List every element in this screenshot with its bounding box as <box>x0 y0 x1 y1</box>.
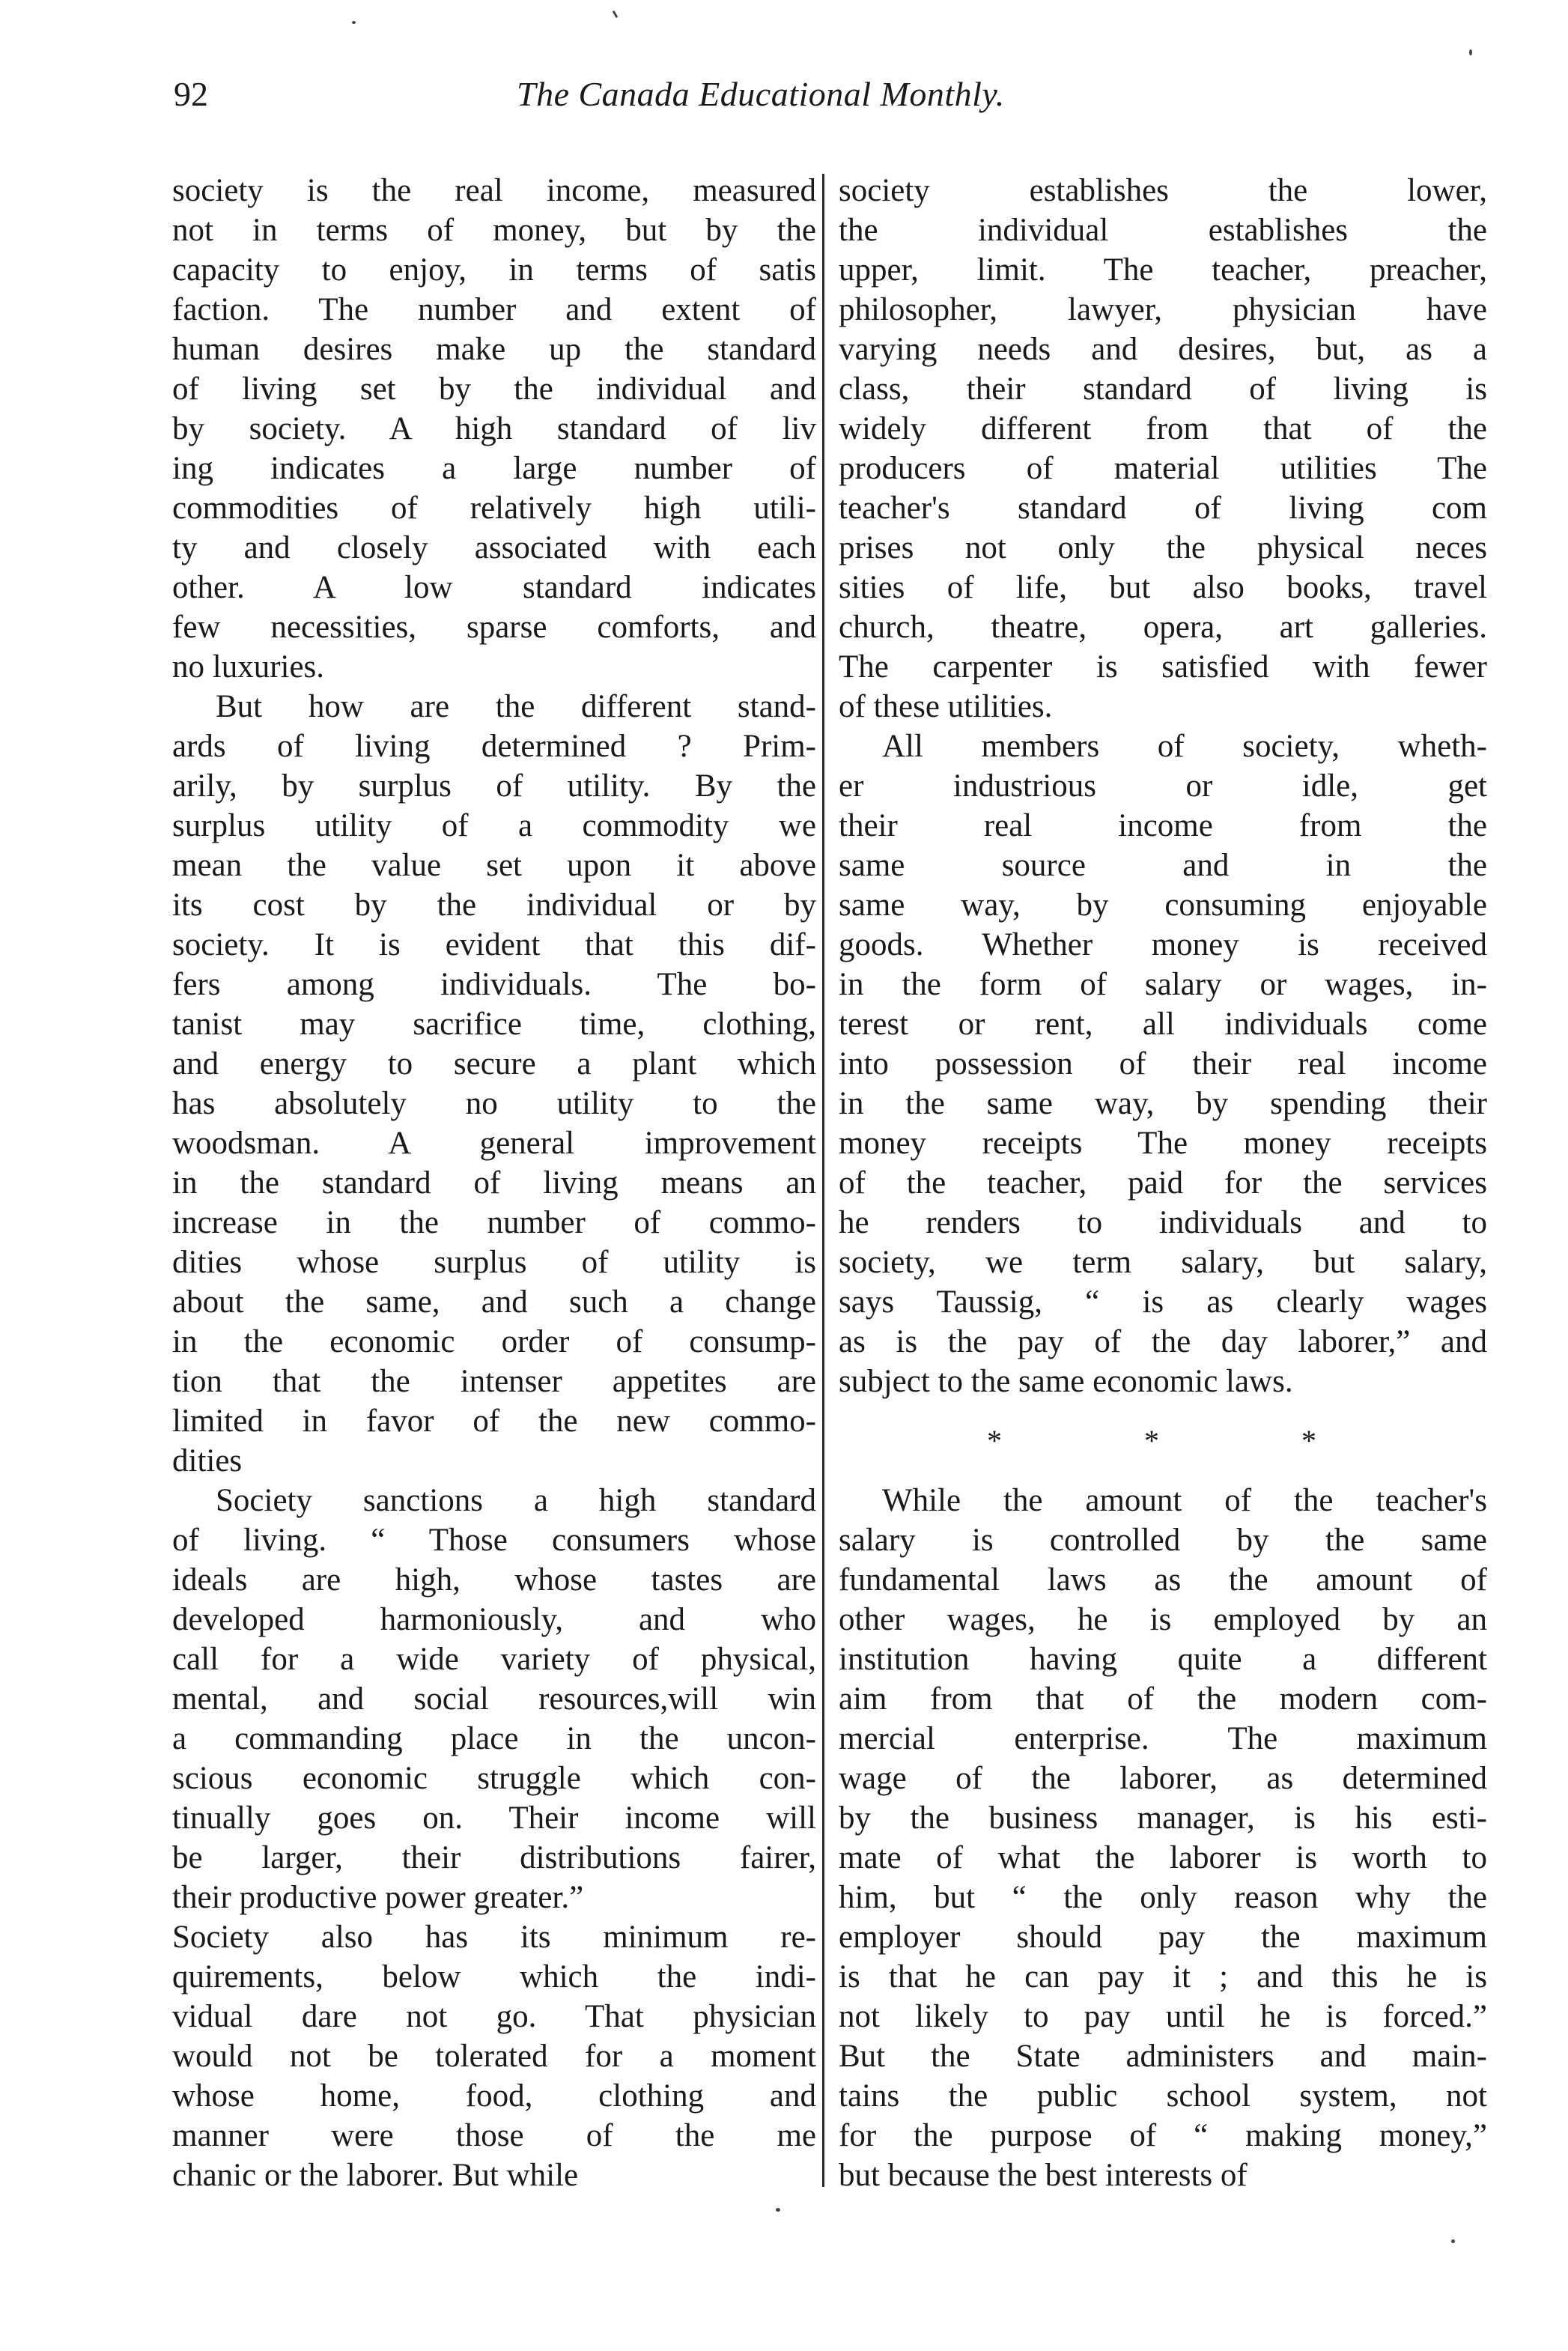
text-line: about the same, and such a change <box>172 1284 816 1320</box>
text-line: society establishes the lower, <box>839 173 1487 208</box>
text-line: ty and closely associated with each <box>172 530 816 565</box>
text-line: says Taussig, “ is as clearly wages <box>839 1284 1487 1320</box>
text-line: subject to the same economic laws. <box>839 1364 1293 1399</box>
text-line: woodsman. A general improvement <box>172 1126 816 1161</box>
text-line: ards of living determined ? Prim- <box>172 729 816 764</box>
print-speck <box>352 21 356 24</box>
text-line: call for a wide variety of physical, <box>172 1642 816 1677</box>
text-line: not in terms of money, but by the <box>172 213 816 248</box>
text-line: aim from that of the modern com- <box>839 1681 1487 1717</box>
text-line: mate of what the laborer is worth to <box>839 1840 1487 1875</box>
text-line: church, theatre, opera, art galleries. <box>839 610 1487 645</box>
text-line: is that he can pay it ; and this he is <box>839 1959 1487 1994</box>
text-line: mean the value set upon it above <box>172 848 816 883</box>
text-line: upper, limit. The teacher, preacher, <box>839 252 1487 288</box>
text-line: him, but “ the only reason why the <box>839 1880 1487 1915</box>
text-line: whose home, food, clothing and <box>172 2078 816 2114</box>
print-speck <box>613 10 619 18</box>
text-line: other wages, he is employed by an <box>839 1602 1487 1637</box>
text-line: sities of life, but also books, travel <box>839 570 1487 605</box>
text-line: class, their standard of living is <box>839 371 1487 407</box>
text-line: But how are the different stand- <box>216 689 816 724</box>
text-line: capacity to enjoy, in terms of satis <box>172 252 816 288</box>
text-line: be larger, their distributions fairer, <box>172 1840 816 1875</box>
text-line: faction. The number and extent of <box>172 292 816 327</box>
text-line: vidual dare not go. That physician <box>172 1999 816 2034</box>
text-line: in the same way, by spending their <box>839 1086 1487 1121</box>
text-line: wage of the laborer, as determined <box>839 1761 1487 1796</box>
text-line: developed harmoniously, and who <box>172 1602 816 1637</box>
text-line: society. It is evident that this dif- <box>172 927 816 962</box>
column-divider <box>822 174 824 2187</box>
text-line: society is the real income, measured <box>172 173 816 208</box>
text-line: same source and in the <box>839 848 1487 883</box>
print-speck <box>1451 2239 1455 2243</box>
text-line: ing indicates a large number of <box>172 451 816 486</box>
text-line: dities whose surplus of utility is <box>172 1245 816 1280</box>
text-line: terest or rent, all individuals come <box>839 1007 1487 1042</box>
text-line: prises not only the physical neces <box>839 530 1487 565</box>
text-line: er industrious or idle, get <box>839 768 1487 804</box>
text-line: in the form of salary or wages, in- <box>839 967 1487 1002</box>
text-line: in the economic order of consump- <box>172 1324 816 1359</box>
text-line: of living set by the individual and <box>172 371 816 407</box>
text-line: their real income from the <box>839 808 1487 843</box>
text-line: dities <box>172 1443 243 1478</box>
text-line: for the purpose of “ making money,” <box>839 2118 1487 2153</box>
text-line: tanist may sacrifice time, clothing, <box>172 1007 816 1042</box>
text-line: but because the best interests of <box>839 2158 1248 2193</box>
text-line: employer should pay the maximum <box>839 1920 1487 1955</box>
page-number: 92 <box>174 75 208 113</box>
text-line: and energy to secure a plant which <box>172 1046 816 1082</box>
text-line: would not be tolerated for a moment <box>172 2039 816 2074</box>
print-speck <box>776 2208 780 2212</box>
text-line: few necessities, sparse comforts, and <box>172 610 816 645</box>
text-line: has absolutely no utility to the <box>172 1086 816 1121</box>
text-line: no luxuries. <box>172 649 325 685</box>
text-line: as is the pay of the day laborer,” and <box>839 1324 1487 1359</box>
text-line: tinually goes on. Their income will <box>172 1801 816 1836</box>
text-line: in the standard of living means an <box>172 1165 816 1201</box>
text-line: he renders to individuals and to <box>839 1205 1487 1240</box>
text-line: of these utilities. <box>839 689 1053 724</box>
text-line: by the business manager, is his esti- <box>839 1801 1487 1836</box>
text-line: quirements, below which the indi- <box>172 1959 816 1994</box>
text-line: manner were those of the me <box>172 2118 816 2153</box>
text-line: mercial enterprise. The maximum <box>839 1721 1487 1756</box>
text-line: teacher's standard of living com <box>839 491 1487 526</box>
text-line: The carpenter is satisfied with fewer <box>839 649 1487 685</box>
text-line: Society also has its minimum re- <box>172 1920 816 1955</box>
text-line: increase in the number of commo- <box>172 1205 816 1240</box>
text-line: of living. “ Those consumers whose <box>172 1523 816 1558</box>
text-line: a commanding place in the uncon- <box>172 1721 816 1756</box>
text-line: ideals are high, whose tastes are <box>172 1562 816 1598</box>
text-line: producers of material utilities The <box>839 451 1487 486</box>
right-column <box>839 171 1487 2195</box>
text-line: All members of society, wheth- <box>882 729 1487 764</box>
text-line: fers among individuals. The bo- <box>172 967 816 1002</box>
text-line: But the State administers and main- <box>839 2039 1487 2074</box>
text-line: human desires make up the standard <box>172 332 816 367</box>
text-line: arily, by surplus of utility. By the <box>172 768 816 804</box>
text-line: chanic or the laborer. But while <box>172 2158 579 2193</box>
text-line: not likely to pay until he is forced.” <box>839 1999 1487 2034</box>
text-line: money receipts The money receipts <box>839 1126 1487 1161</box>
text-line: scious economic struggle which con- <box>172 1761 816 1796</box>
section-separator: * * * <box>987 1424 1384 1457</box>
text-line: philosopher, lawyer, physician have <box>839 292 1487 327</box>
text-line: goods. Whether money is received <box>839 927 1487 962</box>
text-line: varying needs and desires, but, as a <box>839 332 1487 367</box>
text-line: commodities of relatively high utili- <box>172 491 816 526</box>
text-line: other. A low standard indicates <box>172 570 816 605</box>
print-speck <box>1469 49 1472 55</box>
text-line: salary is controlled by the same <box>839 1523 1487 1558</box>
text-line: widely different from that of the <box>839 411 1487 446</box>
text-line: tains the public school system, not <box>839 2078 1487 2114</box>
text-line: institution having quite a different <box>839 1642 1487 1677</box>
text-line: the individual establishes the <box>839 213 1487 248</box>
text-line: mental, and social resources,will win <box>172 1681 816 1717</box>
left-column <box>172 171 816 2195</box>
text-line: While the amount of the teacher's <box>882 1483 1487 1518</box>
text-line: its cost by the individual or by <box>172 888 816 923</box>
text-line: tion that the intenser appetites are <box>172 1364 816 1399</box>
text-line: their productive power greater.” <box>172 1880 584 1915</box>
text-line: society, we term salary, but salary, <box>839 1245 1487 1280</box>
text-line: Society sanctions a high standard <box>216 1483 816 1518</box>
text-line: same way, by consuming enjoyable <box>839 888 1487 923</box>
text-line: surplus utility of a commodity we <box>172 808 816 843</box>
text-line: fundamental laws as the amount of <box>839 1562 1487 1598</box>
text-line: of the teacher, paid for the services <box>839 1165 1487 1201</box>
running-title: The Canada Educational Monthly. <box>517 75 1005 113</box>
text-line: by society. A high standard of liv <box>172 411 816 446</box>
text-line: limited in favor of the new commo- <box>172 1404 816 1439</box>
text-line: into possession of their real income <box>839 1046 1487 1082</box>
